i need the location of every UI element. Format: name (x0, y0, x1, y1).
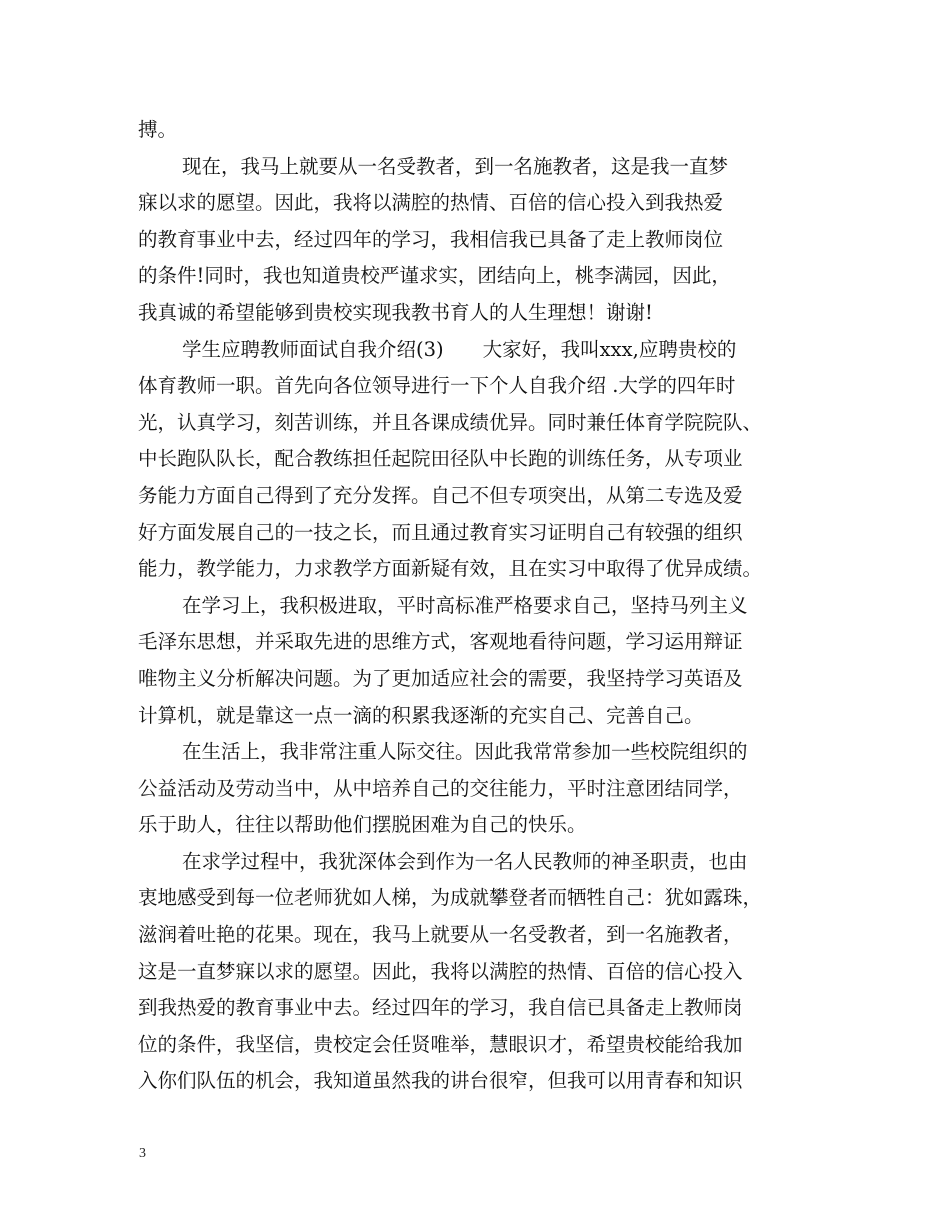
text-line: 光，认真学习，刻苦训练，并且各课成绩优异。同时兼任体育学院院队、 (138, 410, 763, 434)
text-line: 公益活动及劳动当中，从中培养自己的交往能力，平时注意团结同学， (138, 776, 743, 800)
text-line: 滋润着吐艳的花果。现在，我马上就要从一名受教者，到一名施教者， (138, 923, 743, 947)
body-text (138, 112, 828, 1100)
text-line: 衷地感受到每一位老师犹如人梯，为成就攀登者而牺牲自己：犹如露珠， (138, 886, 763, 910)
text-line: 中长跑队队长，配合教练担任起院田径队中长跑的训练任务，从专项业 (138, 447, 743, 471)
text-line: 好方面发展自己的一技之长，而且通过教育实习证明自己有较强的组织 (138, 520, 743, 544)
text-line: 这是一直梦寐以求的愿望。因此，我将以满腔的热情、百倍的信心投入 (138, 959, 743, 983)
paragraph-first-line: 现在，我马上就要从一名受教者，到一名施教者，这是我一直梦 (182, 154, 729, 178)
text-line: 唯物主义分析解决问题。为了更加适应社会的需要，我坚持学习英语及 (138, 666, 743, 690)
text-line: 能力，教学能力，力求教学方面新疑有效，且在实习中取得了优异成绩。 (138, 557, 763, 581)
text-line: 计算机，就是靠这一点一滴的积累我逐渐的充实自己、完善自己。 (138, 703, 704, 727)
text-line: 寐以求的愿望。因此，我将以满腔的热情、百倍的信心投入到我热爱 (138, 191, 724, 215)
text-line: 到我热爱的教育事业中去。经过四年的学习，我自信已具备走上教师岗 (138, 996, 743, 1020)
paragraph-first-line: 在生活上，我非常注重人际交往。因此我常常参加一些校院组织的 (182, 740, 748, 764)
text-line: 位的条件，我坚信，贵校定会任贤唯举，慧眼识才，希望贵校能给我加 (138, 1032, 743, 1056)
text-line: 我真诚的希望能够到贵校实现我教书育人的人生理想！谢谢! (138, 300, 653, 324)
paragraph-first-line: 在求学过程中，我犹深体会到作为一名人民教师的神圣职责，也由 (182, 849, 748, 873)
text-line: 务能力方面自己得到了充分发挥。自己不但专项突出，从第二专选及爱 (138, 483, 743, 507)
text-line: 入你们队伍的机会，我知道虽然我的讲台很窄，但我可以用青春和知识 (138, 1069, 743, 1093)
text-line: 的条件!同时，我也知道贵校严谨求实，团结向上，桃李满园，因此， (138, 264, 731, 288)
text-line: 体育教师一职。首先向各位领导进行一下个人自我介绍 .大学的四年时 (138, 374, 736, 398)
paragraph-first-line: 学生应聘教师面试自我介绍(3) 大家好，我叫xxx,应聘贵校的 (182, 337, 737, 361)
text-line: 乐于助人，往往以帮助他们摆脱困难为自己的快乐。 (138, 813, 587, 837)
text-line: 搏。 (138, 118, 178, 141)
text-line: 的教育事业中去，经过四年的学习，我相信我已具备了走上教师岗位 (138, 227, 724, 251)
text-line: 毛泽东思想，并采取先进的思维方式，客观地看待问题，学习运用辩证 (138, 630, 743, 654)
paragraph-first-line: 在学习上，我积极进取，平时高标准严格要求自己，坚持马列主义 (182, 593, 748, 617)
page-number: 3 (139, 1146, 146, 1161)
